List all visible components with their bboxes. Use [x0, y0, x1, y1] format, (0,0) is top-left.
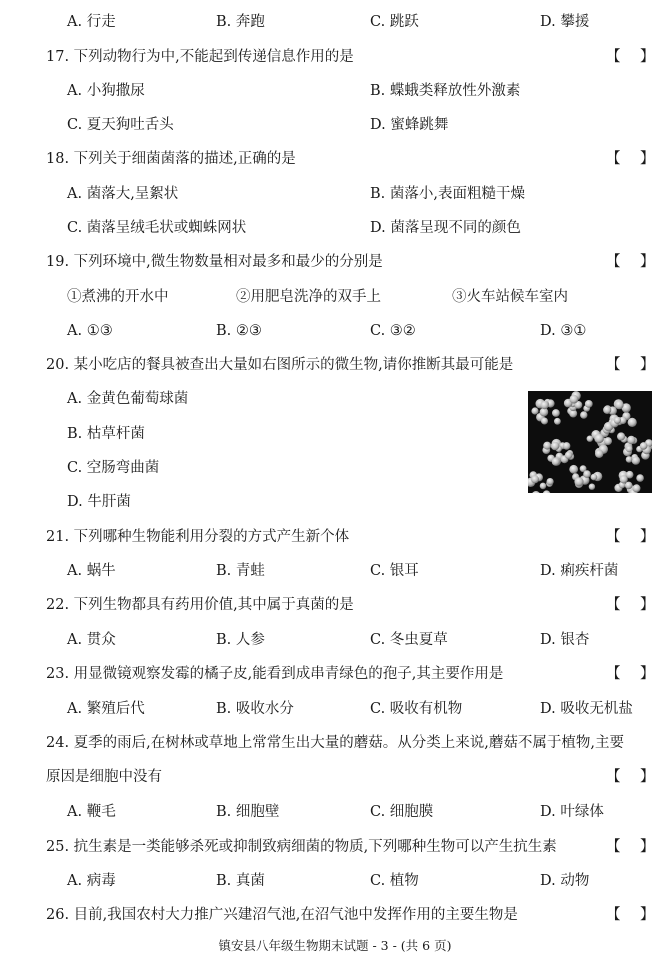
q17-option-b: B. 蝶蛾类释放性外激素 — [370, 83, 521, 99]
q21-options — [0, 559, 670, 583]
question-24-text-line2: 原因是细胞中没有 — [46, 769, 162, 785]
q19-item-3: ③火车站候车室内 — [452, 289, 568, 305]
coccus-cell — [603, 406, 611, 414]
q19-item-2: ②用肥皂洗净的双手上 — [236, 289, 381, 305]
coccus-cell — [604, 437, 612, 445]
q23-option-c: C. 吸收有机物 — [370, 701, 463, 717]
q21-option-d: D. 痢疾杆菌 — [540, 563, 619, 579]
coccus-cell — [580, 411, 587, 418]
q25-option-b: B. 真菌 — [216, 873, 265, 889]
q19-options — [0, 319, 670, 343]
q25-options — [0, 869, 670, 893]
q23-options — [0, 697, 670, 721]
question-17-text: 17. 下列动物行为中,不能起到传递信息作用的是 — [46, 49, 354, 65]
q20-option-c: C. 空肠弯曲菌 — [67, 460, 160, 476]
coccus-cell — [554, 418, 561, 425]
coccus-cell — [541, 418, 548, 425]
q24-options — [0, 800, 670, 824]
question-22-text: 22. 下列生物都具有药用价值,其中属于真菌的是 — [46, 597, 354, 613]
coccus-cell — [617, 432, 625, 440]
q16-option-d: D. 攀援 — [540, 14, 590, 30]
coccus-cell — [585, 400, 593, 408]
coccus-cell — [531, 407, 538, 414]
coccus-cell — [570, 395, 579, 404]
coccus-cell — [632, 456, 641, 465]
q20-option-b: B. 枯草杆菌 — [67, 426, 145, 442]
q25-option-a: A. 病毒 — [67, 873, 116, 889]
q22-option-c: C. 冬虫夏草 — [370, 632, 448, 648]
question-24 — [0, 731, 670, 755]
q18-option-a: A. 菌落大,呈絮状 — [67, 186, 179, 202]
coccus-cell — [565, 451, 573, 459]
q20-option-a: A. 金黄色葡萄球菌 — [67, 391, 189, 407]
coccus-cell — [614, 417, 621, 424]
coccus-cell — [591, 474, 598, 481]
question-22: 22. 下列生物都具有药用价值,其中属于真菌的是 【 】 — [0, 593, 670, 617]
coccus-cell — [640, 442, 648, 450]
q24-option-d: D. 叶绿体 — [540, 804, 604, 820]
question-21: 21. 下列哪种生物能利用分裂的方式产生新个体 【 】 — [0, 525, 670, 549]
coccus-cell — [541, 401, 549, 409]
coccus-cell — [626, 446, 633, 453]
q18-options-row1 — [0, 182, 670, 206]
q17-options-row1 — [0, 79, 670, 103]
q18-options-row2 — [0, 216, 670, 240]
q25-option-d: D. 动物 — [540, 873, 590, 889]
coccus-cell — [636, 474, 644, 482]
q22-option-d: D. 银杏 — [540, 632, 590, 648]
question-18: 18. 下列关于细菌菌落的描述,正确的是 【 】 — [0, 147, 670, 171]
coccus-cell — [626, 471, 634, 479]
coccus-cell — [627, 436, 635, 444]
q17-options-row2 — [0, 113, 670, 137]
q19-option-b: B. ②③ — [216, 323, 262, 339]
question-20: 20. 某小吃店的餐具被查出大量如右图所示的微生物,请你推断其最可能是 【 】 — [0, 353, 670, 377]
bacteria-micrograph — [528, 391, 652, 493]
page-footer: 镇安县八年级生物期末试题 - 3 - (共 6 页) — [218, 938, 452, 953]
question-24-text: 24. 夏季的雨后,在树林或草地上常常生出大量的蘑菇。从分类上来说,蘑菇不属于植物,主要 — [46, 735, 624, 751]
micrograph-image — [528, 391, 652, 493]
question-24-continued: 原因是细胞中没有 【 】 — [0, 765, 670, 789]
q18-option-c: C. 菌落呈绒毛状或蜘蛛网状 — [67, 220, 247, 236]
q16-option-a: A. 行走 — [67, 14, 116, 30]
q19-option-a: A. ①③ — [67, 323, 113, 339]
question-19: 19. 下列环境中,微生物数量相对最多和最少的分别是 【 】 — [0, 250, 670, 274]
coccus-cell — [626, 456, 633, 463]
coccus-cell — [563, 442, 571, 450]
question-23-text: 23. 用显微镜观察发霉的橘子皮,能看到成串青绿色的孢子,其主要作用是 — [46, 666, 504, 682]
q22-options — [0, 628, 670, 652]
question-25-text: 25. 抗生素是一类能够杀死或抑制致病细菌的物质,下列哪种生物可以产生抗生素 — [46, 839, 557, 855]
coccus-cell — [594, 434, 604, 444]
q16-option-b: B. 奔跑 — [216, 14, 265, 30]
question-25: 25. 抗生素是一类能够杀死或抑制致病细菌的物质,下列哪种生物可以产生抗生素 【 】 — [0, 835, 670, 859]
coccus-cell — [583, 470, 591, 478]
q24-option-c: C. 细胞膜 — [370, 804, 434, 820]
coccus-cell — [574, 477, 583, 486]
q24-option-a: A. 鞭毛 — [67, 804, 116, 820]
q19-item-1: ①煮沸的开水中 — [67, 289, 169, 305]
q22-option-a: A. 贯众 — [67, 632, 116, 648]
q19-option-d: D. ③① — [540, 323, 587, 339]
question-26: 26. 目前,我国农村大力推广兴建沼气池,在沼气池中发挥作用的主要生物是 【 】 — [0, 903, 670, 927]
q16-option-c: C. 跳跃 — [370, 14, 419, 30]
coccus-cell — [625, 482, 633, 490]
q17-option-d: D. 蜜蜂跳舞 — [370, 117, 449, 133]
coccus-cell — [547, 478, 554, 485]
question-19-text: 19. 下列环境中,微生物数量相对最多和最少的分别是 — [46, 254, 383, 270]
q17-option-c: C. 夏天狗吐舌头 — [67, 117, 174, 133]
coccus-cell — [543, 442, 551, 450]
coccus-cell — [531, 475, 539, 483]
coccus-cell — [615, 400, 624, 409]
q19-items — [0, 285, 670, 309]
q23-option-b: B. 吸收水分 — [216, 701, 294, 717]
question-21-text: 21. 下列哪种生物能利用分裂的方式产生新个体 — [46, 529, 350, 545]
q18-option-d: D. 菌落呈现不同的颜色 — [370, 220, 521, 236]
q19-option-c: C. ③② — [370, 323, 416, 339]
q21-option-b: B. 青蛙 — [216, 563, 265, 579]
q16-options — [0, 10, 670, 34]
question-20-text: 20. 某小吃店的餐具被查出大量如右图所示的微生物,请你推断其最可能是 — [46, 357, 514, 373]
question-18-text: 18. 下列关于细菌菌落的描述,正确的是 — [46, 151, 296, 167]
q20-option-d: D. 牛肝菌 — [67, 494, 131, 510]
q23-option-a: A. 繁殖后代 — [67, 701, 145, 717]
q23-option-d: D. 吸收无机盐 — [540, 701, 633, 717]
q24-option-b: B. 细胞壁 — [216, 804, 280, 820]
coccus-cell — [540, 483, 547, 490]
coccus-cell — [552, 458, 560, 466]
question-23: 23. 用显微镜观察发霉的橘子皮,能看到成串青绿色的孢子,其主要作用是 【 】 — [0, 662, 670, 686]
coccus-cell — [552, 409, 560, 417]
coccus-cell — [589, 484, 595, 490]
q21-option-a: A. 蜗牛 — [67, 563, 116, 579]
q17-option-a: A. 小狗撒尿 — [67, 83, 145, 99]
question-17: 17. 下列动物行为中,不能起到传递信息作用的是 【 】 — [0, 45, 670, 69]
q21-option-c: C. 银耳 — [370, 563, 419, 579]
coccus-cell — [551, 442, 560, 451]
q18-option-b: B. 菌落小,表面粗糙干燥 — [370, 186, 525, 202]
coccus-cell — [633, 484, 641, 492]
q25-option-c: C. 植物 — [370, 873, 419, 889]
q20-option-row-d — [0, 490, 670, 514]
question-26-text: 26. 目前,我国农村大力推广兴建沼气池,在沼气池中发挥作用的主要生物是 — [46, 907, 518, 923]
coccus-cell — [569, 465, 578, 474]
coccus-cell — [595, 450, 603, 458]
q22-option-b: B. 人参 — [216, 632, 265, 648]
